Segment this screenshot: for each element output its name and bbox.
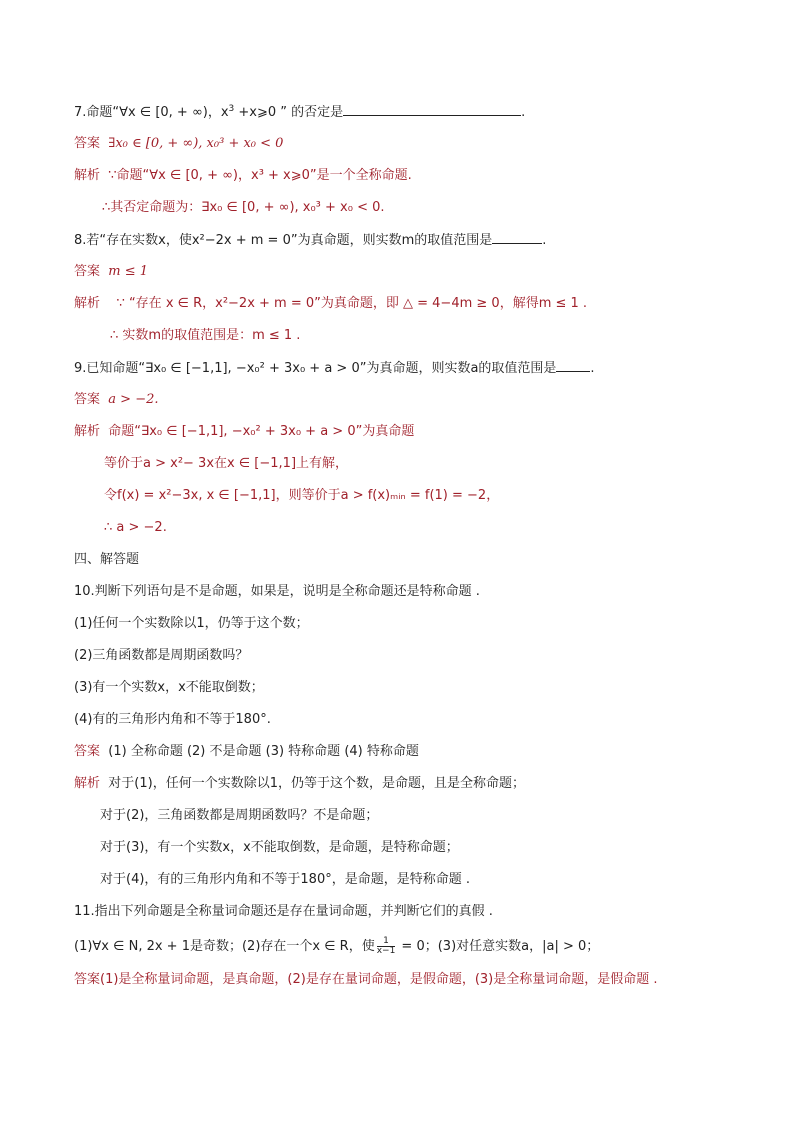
q10-analysis-3: 对于(3)，有一个实数x，x不能取倒数，是命题，是特称命题； — [100, 840, 459, 855]
q10-analysis-4: 对于(4)，有的三角形内角和不等于180°，是命题，是特称命题 . — [100, 872, 470, 887]
q7-answer: 答案 ∃x₀ ∈ [0, + ∞), x₀³ + x₀ < 0 — [74, 136, 284, 151]
section-heading: 四、解答题 — [74, 552, 140, 567]
q10-question: 10.判断下列语句是不是命题，如果是，说明是全称命题还是特称命题 . — [74, 584, 480, 599]
fraction: $\frac{1}{x-1}$ — [376, 936, 396, 956]
q7-analysis-2: ∴其否定命题为：∃x₀ ∈ [0, + ∞), x₀³ + x₀ < 0. — [102, 200, 385, 215]
answer-blank — [556, 359, 590, 372]
q11-answer: 答案(1)是全称量词命题，是真命题，(2)是存在量词命题，是假命题，(3)是全称量词命题，是假命题 . — [74, 972, 658, 987]
q9-analysis-2: 等价于a > x²− 3x在x ∈ [−1,1]上有解， — [104, 456, 349, 471]
q10-item-3: (3)有一个实数x，x不能取倒数； — [74, 680, 264, 695]
q8-answer: 答案 m ≤ 1 — [74, 264, 149, 279]
q7-question: 7.命题“∀x ∈ [0, + ∞)，$x^3$ +x⩾0 ” 的否定是 . — [74, 104, 526, 120]
answer-blank — [492, 231, 542, 244]
answer-blank — [343, 103, 521, 116]
q10-item-2: (2)三角函数都是周期函数吗？ — [74, 648, 249, 663]
q10-answer: 答案 (1) 全称命题 (2) 不是命题 (3) 特称命题 (4) 特称命题 — [74, 744, 419, 759]
q10-item-4: (4)有的三角形内角和不等于180°. — [74, 712, 271, 727]
q8-analysis-2: ∴ 实数m的取值范围是：m ≤ 1 . — [110, 328, 301, 343]
q7-analysis: 解析 ∵命题“∀x ∈ [0, + ∞)，x³ + x⩾0”是一个全称命题. — [74, 168, 412, 183]
q8-analysis: 解析 ∵ “存在 x ∈ R，x²−2x + m = 0”为真命题，即 △ = 4−4m ≥ 0，解得m ≤ 1 . — [74, 296, 588, 311]
q11-items: (1)∀x ∈ N, 2x + 1是奇数；(2)存在一个x ∈ R，使 $\frac{1}{x-1}$ = 0；(3)对任意实数a，|a| > 0； — [74, 936, 600, 956]
q11-question: 11.指出下列命题是全称量词命题还是存在量词命题，并判断它们的真假 . — [74, 904, 493, 919]
q10-analysis-2: 对于(2)，三角函数都是周期函数吗？不是命题； — [100, 808, 379, 823]
q9-answer: 答案 a > −2. — [74, 392, 159, 407]
q9-analysis-4: ∴ a > −2. — [104, 520, 167, 535]
q9-question: 9.已知命题“∃x₀ ∈ [−1,1], −x₀² + 3x₀ + a > 0”为真命题，则实数a的取值范围是 . — [74, 361, 595, 376]
q10-item-1: (1)任何一个实数除以1，仍等于这个数； — [74, 616, 309, 631]
q9-analysis: 解析 命题“∃x₀ ∈ [−1,1], −x₀² + 3x₀ + a > 0”为真命题 — [74, 424, 415, 439]
q9-analysis-3: 令f(x) = x²−3x, x ∈ [−1,1]，则等价于a > f(x)ₘᵢₙ = f(1) = −2， — [104, 488, 500, 503]
q8-question: 8.若“存在实数x，使x²−2x + m = 0”为真命题，则实数m的取值范围是 . — [74, 233, 547, 248]
q10-analysis: 解析 对于(1)，任何一个实数除以1，仍等于这个数，是命题，且是全称命题； — [74, 776, 525, 791]
